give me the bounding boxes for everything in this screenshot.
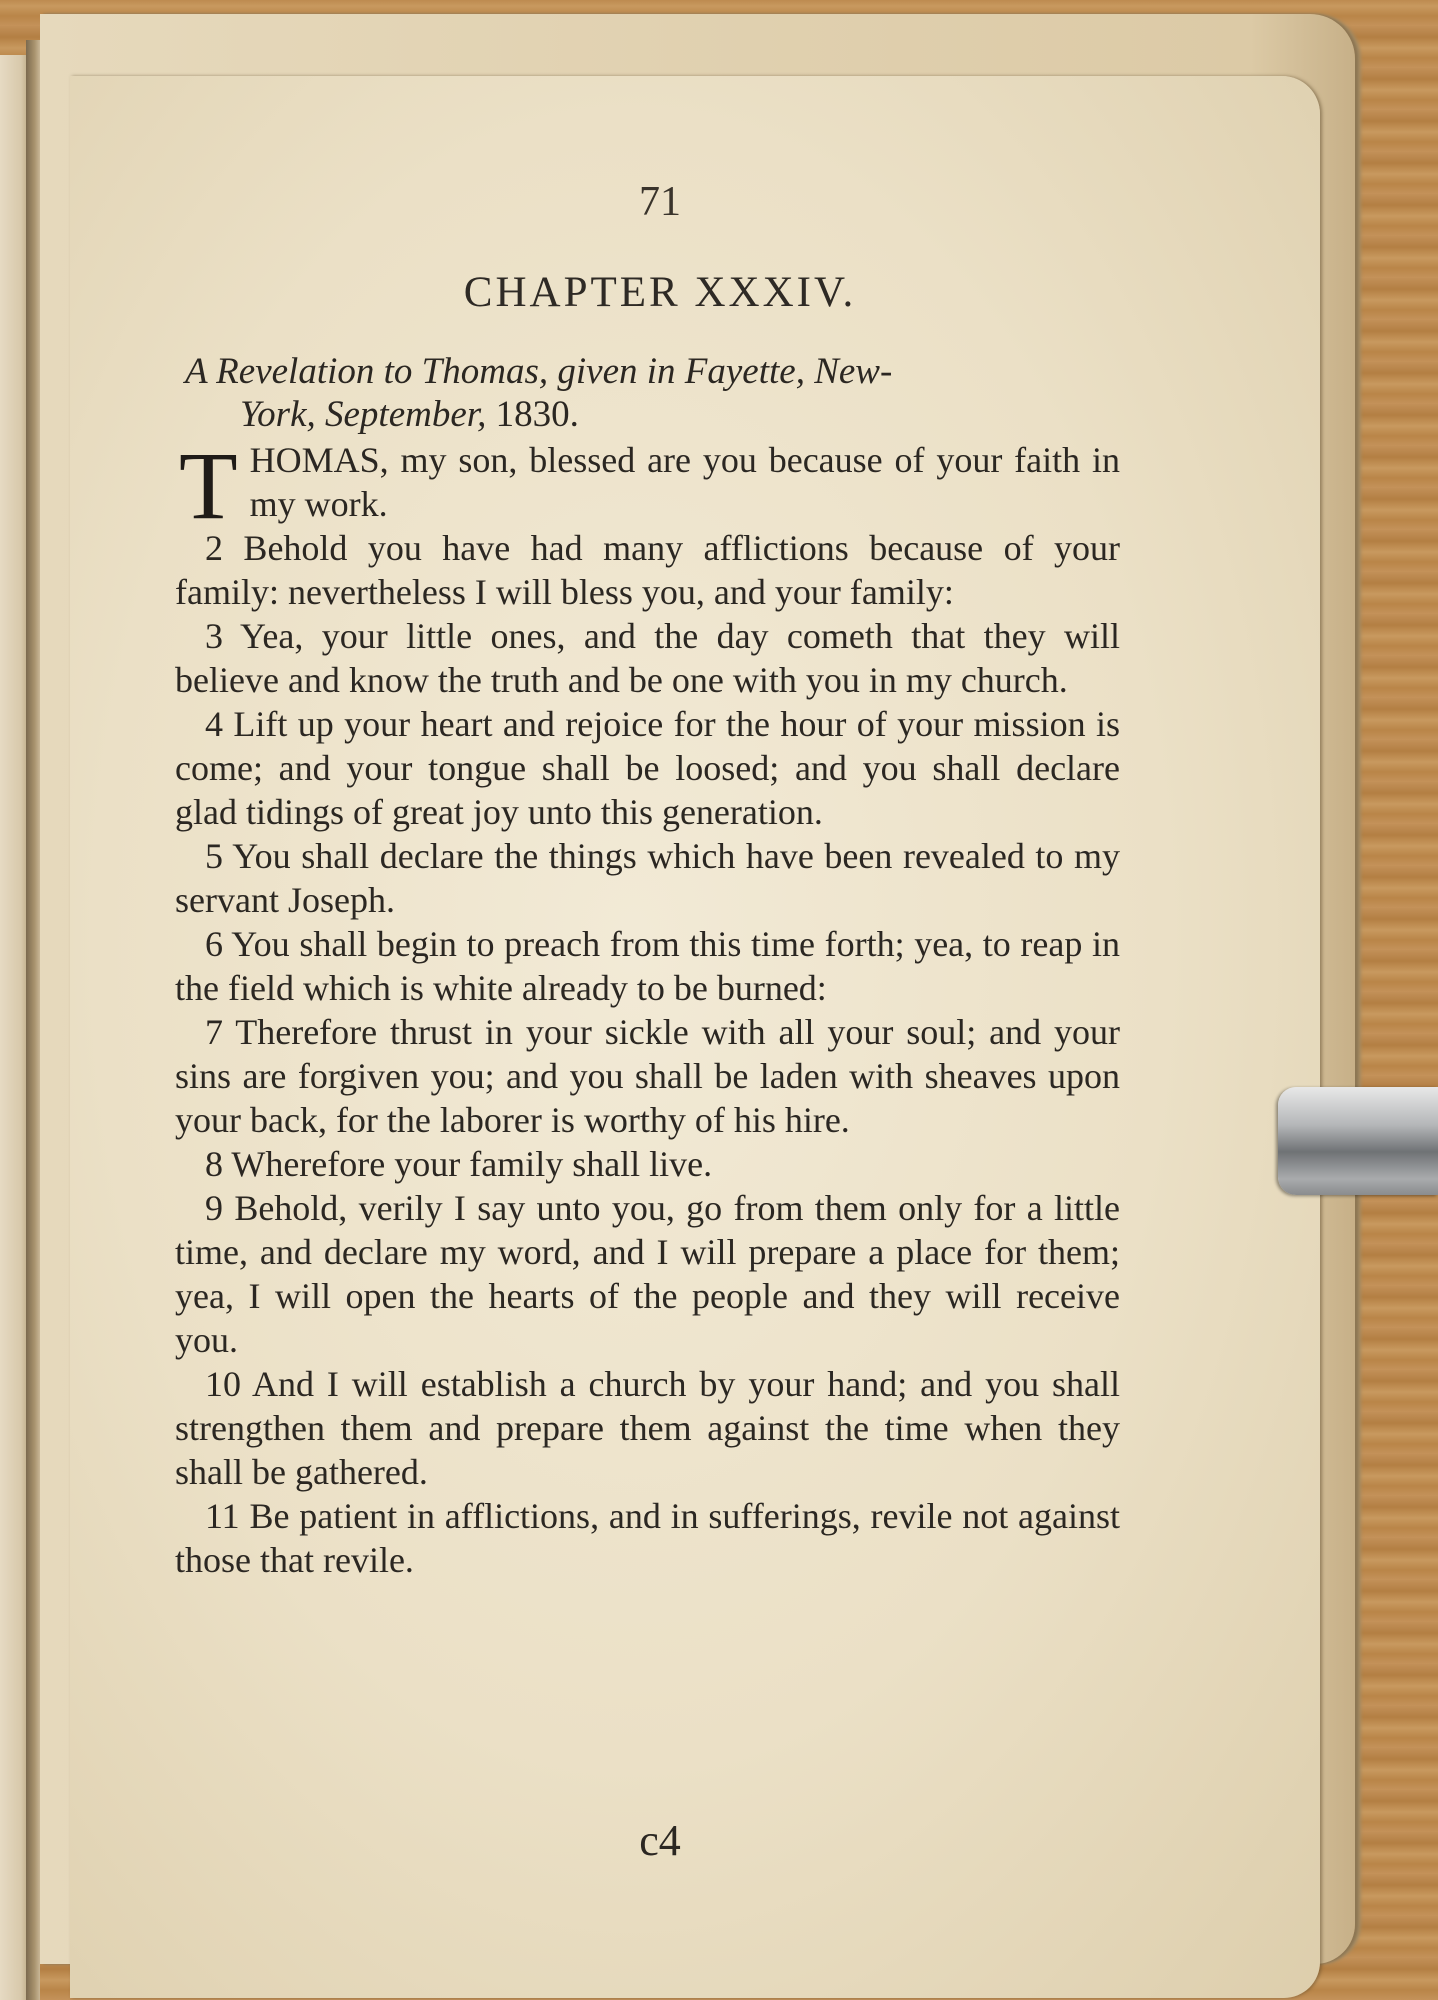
- drop-cap: T: [179, 432, 238, 539]
- book-gutter: [26, 40, 40, 2000]
- chapter-body: [175, 432, 1120, 1582]
- revelation-heading: [185, 350, 1125, 436]
- verse-7: 7 Therefore thrust in your sickle with all your soul; and your sins are forgiven you; and you shall be laden with sheaves upon your back, for the laborer is worthy of his hire.: [175, 1012, 1120, 1140]
- heading-line-2: [185, 393, 1125, 436]
- verse-6: 6 You shall begin to preach from this time forth; yea, to reap in the field which is white already to be burned:: [175, 924, 1120, 1008]
- chapter-title: CHAPTER XXXIV.: [463, 269, 857, 316]
- verse-4: 4 Lift up your heart and rejoice for the hour of your mission is come; and your tongue shall be loosed; and you shall declare glad tidings of great joy unto this generation.: [175, 704, 1120, 832]
- signature-mark: c4: [639, 1816, 681, 1865]
- heading-year: 1830.: [495, 394, 579, 435]
- verse-1-text: HOMAS, my son, blessed are you because of your faith in my work.: [249, 440, 1120, 524]
- verse-11: 11 Be patient in afflictions, and in sufferings, revile not against those that revile.: [175, 1496, 1120, 1580]
- verse-2: 2 Behold you have had many afflictions because of your family: nevertheless I will bless you, and your family:: [175, 528, 1120, 612]
- verse-10: 10 And I will establish a church by your hand; and you shall strengthen them and prepare them against the time when they shall be gathered.: [175, 1364, 1120, 1492]
- metal-clip: [1278, 1087, 1438, 1195]
- heading-location: York, September,: [240, 394, 487, 435]
- page-number: 71: [639, 179, 681, 225]
- heading-line-1: A Revelation to Thomas, given in Fayette, New-: [185, 351, 893, 392]
- verse-5: 5 You shall declare the things which have been revealed to my servant Joseph.: [175, 836, 1120, 920]
- verse-8: 8 Wherefore your family shall live.: [205, 1144, 713, 1184]
- verse-3: 3 Yea, your little ones, and the day cometh that they will believe and know the truth and be one with you in my church.: [175, 616, 1120, 700]
- verse-1: [175, 432, 1120, 539]
- verse-9: 9 Behold, verily I say unto you, go from them only for a little time, and declare my word, and I will prepare a place for them; yea, I will open the hearts of the people and they will receive you.: [175, 1188, 1120, 1360]
